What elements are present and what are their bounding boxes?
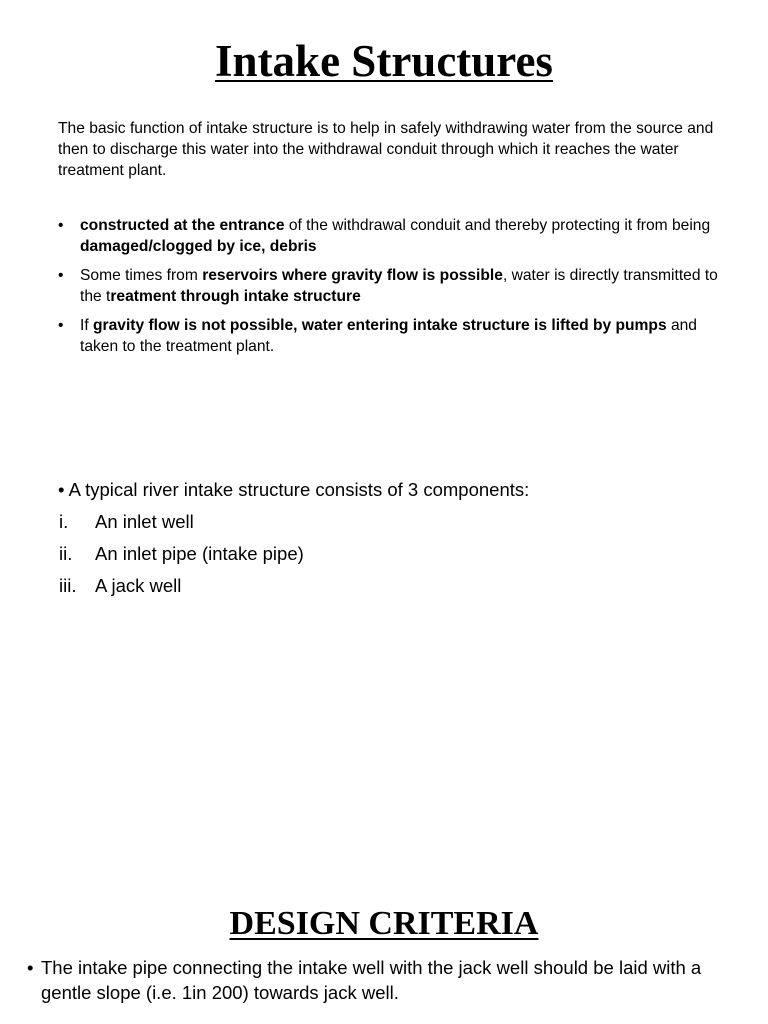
- list-number: ii.: [59, 543, 73, 564]
- bullet-icon: •: [27, 957, 34, 978]
- function-bullet-list: [58, 215, 728, 365]
- list-item: • constructed at the entrance of the withdrawal conduit and thereby protecting it from being damaged/clogged by ice, debris: [58, 217, 711, 255]
- bullet-icon: •: [58, 479, 65, 500]
- list-item: • If gravity flow is not possible, water entering intake structure is lifted by pumps and taken to the treatment plant.: [58, 317, 697, 355]
- list-item: iii. A jack well: [58, 570, 738, 602]
- design-criteria-bullet: • The intake pipe connecting the intake well with the jack well should be laid with a gentle slope (i.e. 1in 200) towards jack well.: [27, 957, 702, 1003]
- bullet-icon: •: [58, 217, 64, 234]
- list-item: • Some times from reservoirs where gravity flow is possible, water is directly transmitted to the treatment through intake structure: [58, 267, 718, 305]
- components-lead: • A typical river intake structure consists of 3 components:: [58, 479, 530, 500]
- bullet-icon: •: [58, 317, 64, 334]
- page-title: Intake Structures: [215, 36, 553, 86]
- bullet-icon: •: [58, 267, 64, 284]
- list-item: ii. An inlet pipe (intake pipe): [58, 538, 738, 570]
- intro-paragraph: The basic function of intake structure is to help in safely withdrawing water from the source and then to discharge this water into the withdrawal conduit through which it reaches the water treatment plant.: [58, 120, 714, 179]
- components-section: [58, 474, 738, 602]
- components-list: [58, 506, 738, 602]
- list-number: iii.: [59, 575, 77, 596]
- design-criteria-title: DESIGN CRITERIA: [229, 905, 539, 942]
- list-number: i.: [59, 511, 69, 532]
- list-item: i. An inlet well: [58, 506, 738, 538]
